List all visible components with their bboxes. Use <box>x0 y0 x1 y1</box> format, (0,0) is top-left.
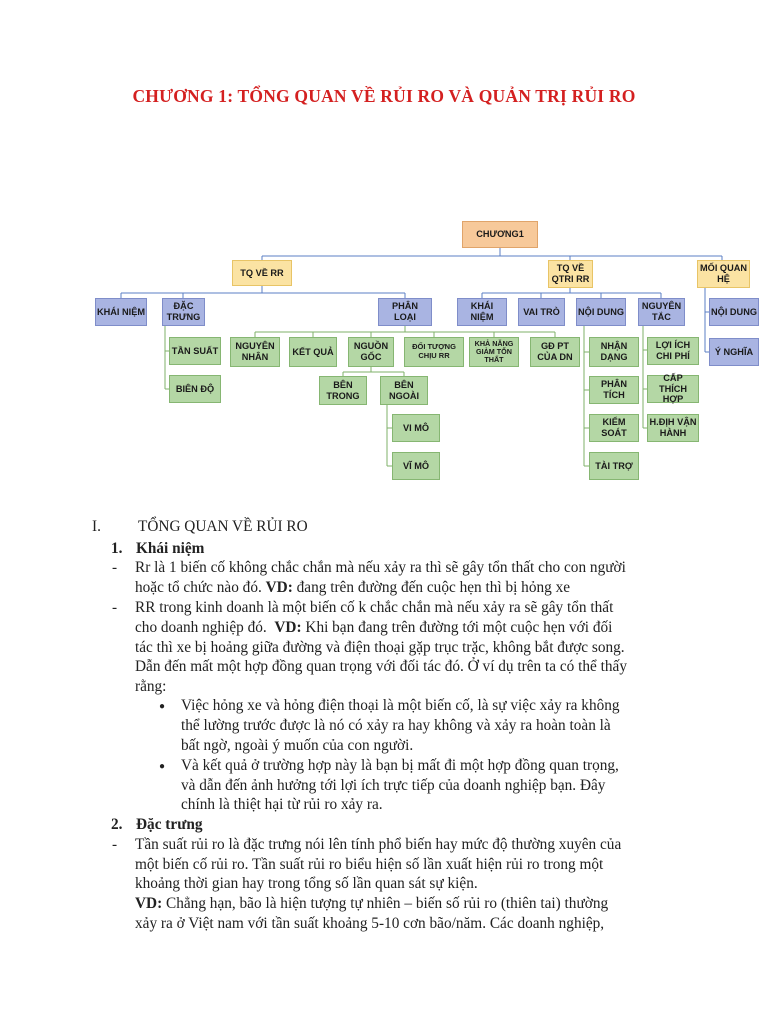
bullet-icon: ● <box>159 761 166 772</box>
bullet-line: chính là thiệt hại từ rủi ro xảy ra. <box>181 796 383 813</box>
node-nguyen-tac: NGUYÊN TẮC <box>638 298 685 326</box>
node-ben-ngoai: BÊN NGOÀI <box>380 376 428 405</box>
subsection-2-number: 2. <box>111 816 123 833</box>
subsection-1-title: Khái niệm <box>136 540 205 557</box>
node-gd-pt-cua-dn: GĐ PT CỦA DN <box>530 337 580 367</box>
paragraph-line: một biến cố rủi ro. Tần suất rủi ro biểu hiện số lần xuất hiện rủi ro trong một <box>135 856 604 873</box>
node-phan-tich: PHÂN TÍCH <box>589 376 639 404</box>
node-cap-thich-hop: CẤP THÍCH HỢP <box>647 375 699 403</box>
paragraph-line: Dẫn đến mất một hợp đồng quan trọng với đối tác đó. Ở ví dụ trên ta có thể thấy <box>135 658 627 675</box>
paragraph-line: Rr là 1 biến cố không chắc chắn mà nếu xảy ra thì sẽ gây tổn thất cho con người <box>135 559 626 576</box>
bullet-icon: ● <box>159 701 166 712</box>
node-khai-niem-rr: KHÁI NIỆM <box>95 298 147 326</box>
node-noi-dung-qtrr: NỘI DUNG <box>576 298 626 326</box>
node-khai-niem-qtrr: KHÁI NIỆM <box>457 298 507 326</box>
node-h-dinh-van-hanh: H.ĐỊH VẬN HÀNH <box>647 414 699 442</box>
bullet-line: Và kết quả ở trường hợp này là bạn bị mất đi một hợp đồng quan trọng, <box>181 757 619 774</box>
node-ket-qua: KẾT QUẢ <box>289 337 337 367</box>
node-bien-do: BIÊN ĐỘ <box>169 375 221 403</box>
node-tq-qtri-rr: TQ VỀ QTRI RR <box>548 260 593 288</box>
chapter-title: CHƯƠNG 1: TỔNG QUAN VỀ RỦI RO VÀ QUẢN TRỊ RỦI RO <box>132 86 636 106</box>
node-phan-loai: PHÂN LOẠI <box>378 298 432 326</box>
bullet-line: Việc hỏng xe và hỏng điện thoại là một biến cố, là sự việc xảy ra không <box>181 697 620 714</box>
node-nhan-dang: NHẬN DẠNG <box>589 337 639 367</box>
node-moi-quan-he: MỐI QUAN HỆ <box>697 260 750 288</box>
node-vai-tro: VAI TRÒ <box>518 298 565 326</box>
node-ben-trong: BÊN TRONG <box>319 376 367 405</box>
node-nguyen-nhan: NGUYÊN NHÂN <box>230 337 280 367</box>
text-span: đang trên đường đến cuộc hẹn thì bị hỏng xe <box>296 579 571 596</box>
node-vi-mo-2: VĨ MÔ <box>392 452 440 480</box>
node-nguon-goc: NGUỒN GỐC <box>348 337 394 367</box>
bullet-line: và dẫn đến ảnh hưởng tới lợi ích trực tiếp của doanh nghiệp bạn. Đây <box>181 777 606 794</box>
dash-marker: - <box>112 599 118 616</box>
vd-label: VD: <box>135 895 163 912</box>
paragraph-line: khoảng thời gian hay trong tổng số lần quan sát sự kiện. <box>135 875 478 892</box>
vd-label: VD: <box>265 579 293 596</box>
node-doi-tuong-chiu-rr: ĐỐI TƯỢNG CHỊU RR <box>404 337 464 367</box>
node-loi-ich-chi-phi: LỢI ÍCH CHI PHÍ <box>647 337 699 365</box>
node-kha-nang-giam-ton-that: KHẢ NĂNG GIẢM TỔN THẤT <box>469 337 519 367</box>
node-tq-rr: TQ VỀ RR <box>232 260 292 286</box>
paragraph-line: RR trong kinh doanh là một biến cố k chắc chắn mà nếu xảy ra sẽ gây tổn thất <box>135 599 614 616</box>
section-1-number: I. <box>92 518 101 535</box>
node-noi-dung-mqh: NỘI DUNG <box>709 298 759 326</box>
subsection-1-number: 1. <box>111 540 123 557</box>
text-span: Chẳng hạn, bão là hiện tượng tự nhiên – biến số rủi ro (thiên tai) thường <box>166 895 609 912</box>
node-y-nghia: Ý NGHĨA <box>709 338 759 366</box>
paragraph-line <box>135 618 612 638</box>
node-kiem-soat: KIỂM SOÁT <box>589 414 639 442</box>
node-tan-suat: TẦN SUẤT <box>169 337 221 365</box>
paragraph-line: rằng: <box>135 678 167 695</box>
node-chuong1: CHƯƠNG1 <box>462 221 538 248</box>
paragraph-line: xảy ra ở Việt nam với tần suất khoảng 5-10 cơn bão/năm. Các doanh nghiệp, <box>135 915 605 932</box>
bullet-line: bất ngờ, ngoài ý muốn của con người. <box>181 737 414 754</box>
node-dac-trung: ĐẶC TRƯNG <box>162 298 205 326</box>
node-vi-mo: VI MÔ <box>392 414 440 442</box>
text-span: Khi bạn đang trên đường tới một cuộc hẹn với đối <box>305 619 613 636</box>
paragraph-line: Tần suất rủi ro là đặc trưng nói lên tính phổ biến hay mức độ thường xuyên của <box>135 836 622 853</box>
node-tai-tro: TÀI TRỢ <box>589 452 639 480</box>
paragraph-line: tác thì xe bị hoảng giữa đường và điện thoại gặp trục trặc, không bắt được song. <box>135 639 625 656</box>
subsection-2-title: Đặc trưng <box>136 816 203 833</box>
text-span: cho doanh nghiệp đó. <box>135 619 267 636</box>
text-span: hoặc tổ chức nào đó. <box>135 579 262 596</box>
vd-label: VD: <box>274 619 302 636</box>
dash-marker: - <box>112 836 118 853</box>
paragraph-line <box>135 894 608 914</box>
section-1-title: TỔNG QUAN VỀ RỦI RO <box>138 518 308 535</box>
dash-marker: - <box>112 559 118 576</box>
bullet-line: thể lường trước được là nó có xảy ra hay không và xảy ra hoàn toàn là <box>181 717 611 734</box>
paragraph-line <box>135 578 570 598</box>
